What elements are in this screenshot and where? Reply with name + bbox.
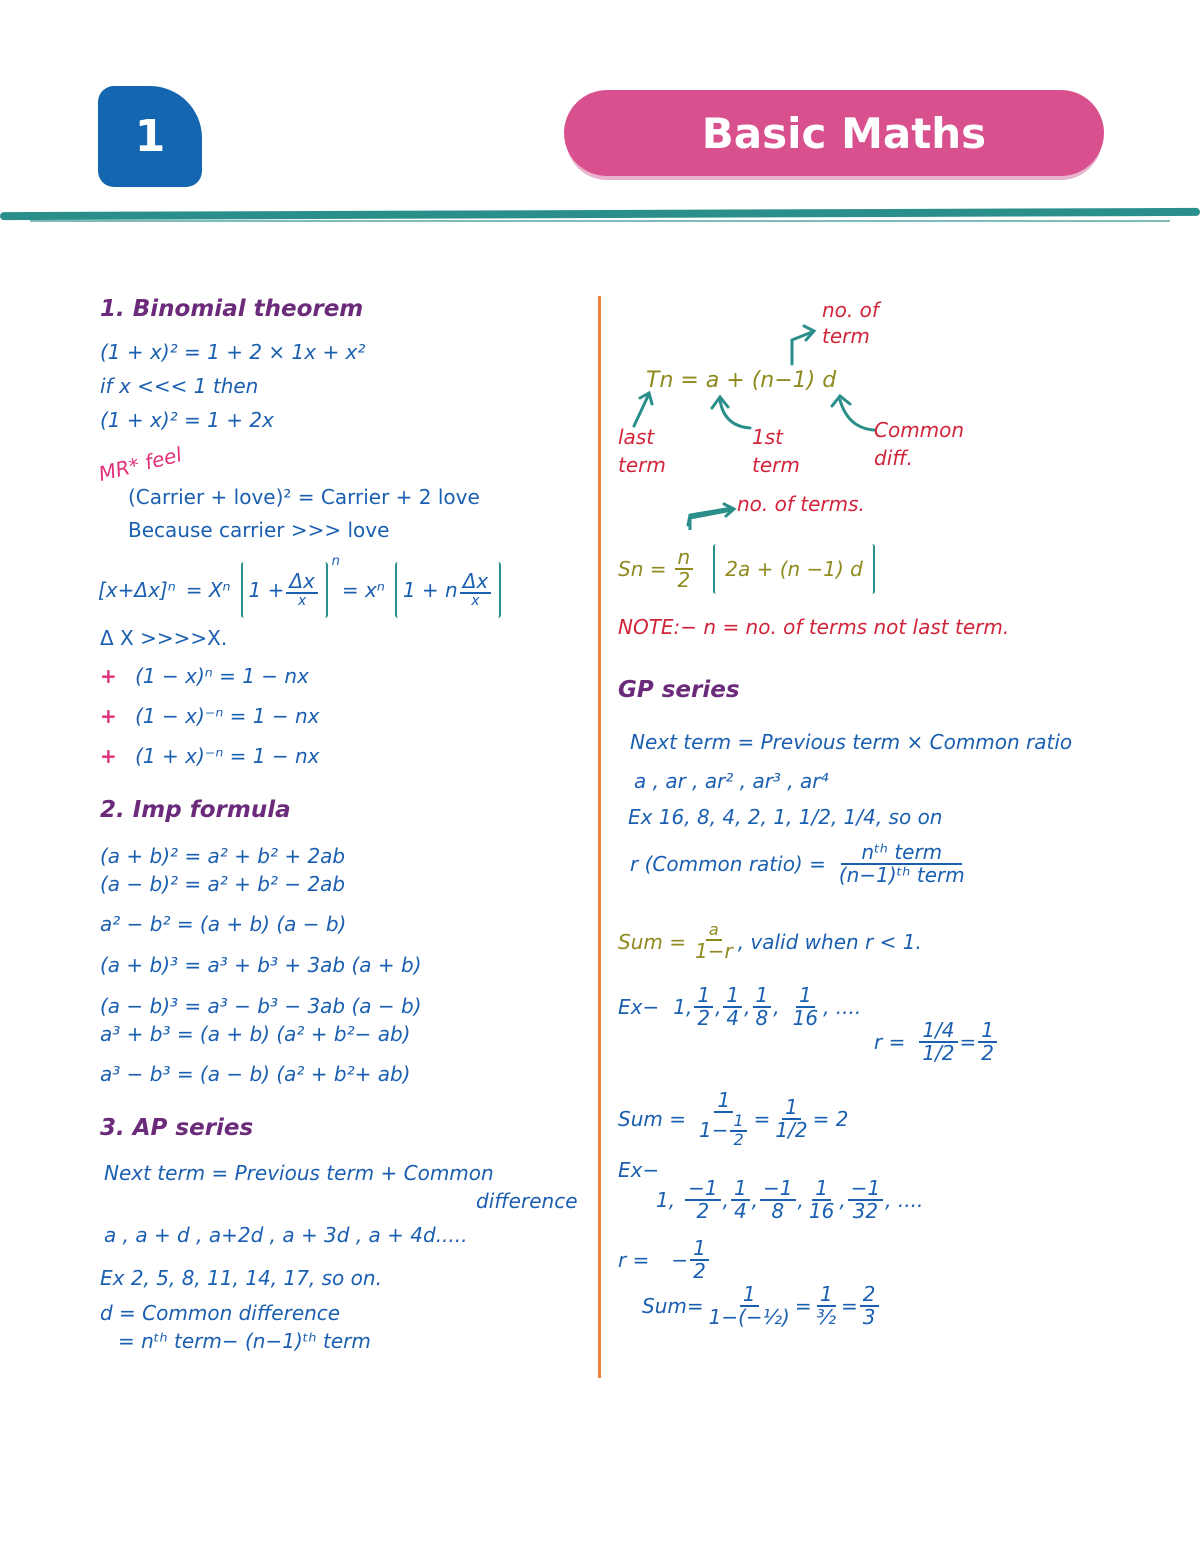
chapter-badge <box>98 86 202 187</box>
note-line: NOTE:− n = no. of terms not last term. <box>618 615 1010 639</box>
sum-formula <box>618 922 922 962</box>
ap-line-5: = nᵗʰ term− (n−1)ᵗʰ term <box>118 1329 371 1353</box>
formula-heading: 2. Imp formula <box>100 797 291 823</box>
formula-line-2: (a − b)² = a² + b² − 2ab <box>100 872 346 896</box>
sum-fraction: $\frac{a}{1-r}$ <box>694 920 733 963</box>
example-1: Ex− 1, $\frac{1}{2}$ , $\frac{1}{4}$ , $\frac{1}{8}$ , $\frac{1}{16}$ , .... <box>618 983 862 1030</box>
delta-fraction-1: $\frac{\Delta x}{x}$ <box>286 571 318 609</box>
sn-bracket: 2a + (n −1) d <box>713 544 875 594</box>
gp-line-1: Next term = Previous term × Common ratio <box>630 730 1073 754</box>
ratio-formula <box>630 842 970 886</box>
example-1-ratio: r = $\frac{1/4}{1/2}$ = $\frac{1}{2}$ <box>874 1020 999 1064</box>
term-fraction: $\frac{-1}{8}$ <box>760 1178 795 1222</box>
sn-fraction: $\frac{n}{2}$ <box>675 547 694 591</box>
plus-item-1 <box>100 664 309 688</box>
nested-fraction: $\frac{1}{2}$ <box>730 1113 746 1149</box>
ratio-fraction-2: $\frac{1}{2}$ <box>978 1020 997 1064</box>
annotation-no-of-terms: no. of terms. <box>737 492 865 516</box>
plus-icon: + <box>100 704 117 728</box>
gp-line-3: Ex 16, 8, 4, 2, 1, 1/2, 1/4, so on <box>628 805 943 829</box>
delta-bracket-1 <box>241 554 340 618</box>
plus-item-2 <box>100 704 319 728</box>
ap-line-1b: difference <box>476 1189 578 1213</box>
ap-line-2: a , a + d , a+2d , a + 3d , a + 4d..... <box>104 1223 468 1247</box>
chapter-number: 1 <box>134 111 166 162</box>
gp-line-2: a , ar , ar² , ar³ , ar⁴ <box>634 769 829 793</box>
delta-eq-1: = Xⁿ <box>185 578 231 602</box>
plus-icon: + <box>100 744 117 768</box>
plus-icon: + <box>100 664 117 688</box>
term-fraction: $\frac{1}{16}$ <box>808 1176 835 1223</box>
sn-formula <box>618 544 875 594</box>
annotation-first-term: 1st term <box>752 425 800 477</box>
delta-lhs: [x+Δx]ⁿ <box>98 578 176 602</box>
sum3-fraction-2: $\frac{1}{\text{³⁄₂}}$ <box>816 1282 836 1329</box>
example-2-ratio: r = − $\frac{1}{2}$ <box>618 1238 711 1282</box>
formula-line-1: (a + b)² = a² + b² + 2ab <box>100 844 346 868</box>
plus-item-text: (1 − x)ⁿ = 1 − nx <box>135 664 309 688</box>
ap-line-4: d = Common difference <box>100 1301 341 1325</box>
plus-item-text: (1 − x)⁻ⁿ = 1 − nx <box>135 704 320 728</box>
plus-item-text: (1 + x)⁻ⁿ = 1 − nx <box>135 744 320 768</box>
gp-heading: GP series <box>618 677 740 703</box>
delta-bracket-2 <box>395 562 501 618</box>
header-rule-thin <box>30 220 1170 222</box>
formula-line-7: a³ − b³ = (a − b) (a² + b²+ ab) <box>100 1062 411 1086</box>
sum-lhs: Sum = <box>618 929 686 954</box>
formula-line-3: a² − b² = (a + b) (a − b) <box>100 912 347 936</box>
example-1-sum: Sum = 1 1− $\frac{1}{2}$ = $\frac{1}{1/2}$ = 2 <box>618 1088 849 1149</box>
tn-formula: Tn = a + (n−1) d <box>646 368 837 393</box>
ratio-fraction-1: $\frac{1/4}{1/2}$ <box>919 1020 957 1064</box>
delta-plus-2: 1 + n <box>402 578 458 602</box>
ap-line-1: Next term = Previous term + Common <box>104 1161 494 1185</box>
term-fraction: $\frac{1}{8}$ <box>753 985 772 1029</box>
ratio-lhs: r (Common ratio) = <box>630 852 826 876</box>
annotation-last-term: last term <box>618 425 666 477</box>
term-fraction: $\frac{1}{2}$ <box>694 985 713 1029</box>
binomial-line-3: (1 + x)² = 1 + 2x <box>100 408 274 432</box>
mr-line-2: Because carrier >>> love <box>128 518 390 542</box>
example-2-label: Ex− <box>618 1158 660 1182</box>
r2-fraction: $\frac{1}{2}$ <box>690 1238 709 1282</box>
term-fraction: $\frac{-1}{2}$ <box>685 1178 720 1222</box>
ap-line-3: Ex 2, 5, 8, 11, 14, 17, so on. <box>100 1266 382 1290</box>
header-rule <box>0 208 1200 220</box>
example-2: 1, $\frac{-1}{2}$ , $\frac{1}{4}$ , $\frac{-1}{8}$ , $\frac{1}{16}$ , $\frac{-1}{32}$ , .... <box>656 1176 924 1223</box>
binomial-line-2: if x <<< 1 then <box>100 374 259 398</box>
sum2-fraction: 1 1− $\frac{1}{2}$ <box>696 1090 752 1149</box>
delta-expression <box>98 554 501 618</box>
binomial-heading: 1. Binomial theorem <box>100 296 364 322</box>
formula-line-5: (a − b)³ = a³ − b³ − 3ab (a − b) <box>100 994 422 1018</box>
example-2-sum: Sum= $\frac{1}{\text{1−(−½)}}$ = $\frac{1}{\text{³⁄₂}}$ = $\frac{2}{3}$ <box>642 1284 881 1328</box>
sum3-fraction: $\frac{1}{\text{1−(−½)}}$ <box>708 1282 790 1329</box>
chapter-title-pill <box>564 90 1104 176</box>
annotation-no-of-term: no. of term <box>822 298 879 348</box>
example-1-label: Ex− <box>618 995 660 1019</box>
term-fraction: $\frac{1}{4}$ <box>731 1178 750 1222</box>
term-fraction: $\frac{1}{4}$ <box>723 985 742 1029</box>
sum2-fraction-2: $\frac{1}{1/2}$ <box>775 1095 808 1143</box>
sum3-fraction-3: $\frac{2}{3}$ <box>860 1284 879 1328</box>
term-fraction: $\frac{1}{16}$ <box>792 983 819 1030</box>
chapter-title: Basic Maths <box>701 108 987 158</box>
mr-line-1: (Carrier + love)² = Carrier + 2 love <box>128 485 480 509</box>
binomial-line-1: (1 + x)² = 1 + 2 × 1x + x² <box>100 340 366 364</box>
delta-exponent: n <box>331 554 340 569</box>
ap-heading: 3. AP series <box>100 1115 254 1141</box>
sn-lhs: Sn = <box>618 557 667 581</box>
formula-line-6: a³ + b³ = (a + b) (a² + b²− ab) <box>100 1022 411 1046</box>
delta-plus-1: 1 + <box>248 578 285 602</box>
mr-label: MR* feel <box>96 442 185 486</box>
ratio-fraction: $\frac{\text{nᵗʰ term}}{\text{(n−1)ᵗʰ term}}$ <box>838 840 965 887</box>
sum-condition: , valid when r < 1. <box>737 929 922 954</box>
annotation-common-diff: Common diff. <box>874 418 965 470</box>
plus-item-3 <box>100 744 319 768</box>
tn-arrows <box>600 300 1200 530</box>
delta-eq-2: = xⁿ <box>341 578 385 602</box>
delta-fraction-2: $\frac{\Delta x}{x}$ <box>460 571 492 609</box>
term-fraction: $\frac{-1}{32}$ <box>848 1178 883 1222</box>
delta-condition: Δ X >>>>X. <box>100 626 228 650</box>
formula-line-4: (a + b)³ = a³ + b³ + 3ab (a + b) <box>100 953 422 977</box>
